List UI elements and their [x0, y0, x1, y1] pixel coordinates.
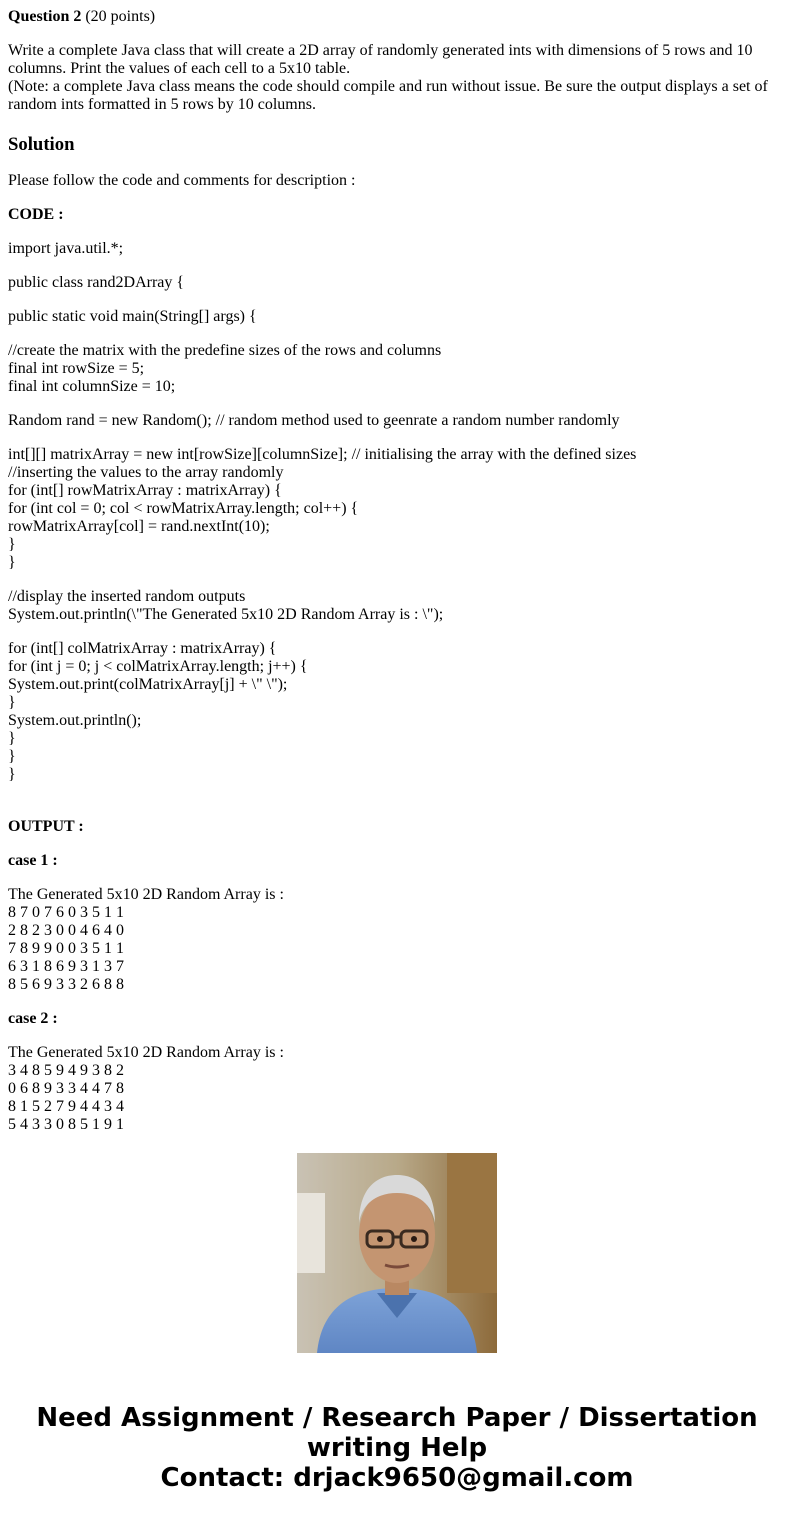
code-line: for (int j = 0; j < colMatrixArray.length; j++) {: [8, 658, 308, 675]
question-body-line2: (Note: a complete Java class means the code should compile and run without issue. Be sure the output displays a set of random ints formatted in 5 rows by 10 columns.: [8, 78, 768, 113]
code-listing: [8, 240, 786, 784]
code-block: [8, 640, 786, 784]
code-line: }: [8, 554, 16, 571]
code-line: public static void main(String[] args) {: [8, 308, 257, 325]
code-block: [8, 342, 786, 396]
code-line: for (int[] rowMatrixArray : matrixArray) {: [8, 482, 282, 499]
case-label: case 2 :: [8, 1010, 58, 1027]
output-line: 8 5 6 9 3 3 2 6 8 8: [8, 976, 124, 993]
code-line: Random rand = new Random(); // random method used to geenrate a random number randomly: [8, 412, 620, 429]
output-line: The Generated 5x10 2D Random Array is :: [8, 1044, 284, 1061]
question-body-line1: Write a complete Java class that will create a 2D array of randomly generated ints with dimensions of 5 rows and 10 columns. Print the values of each cell to a 5x10 table.: [8, 42, 753, 77]
output-line: 8 7 0 7 6 0 3 5 1 1: [8, 904, 124, 921]
code-line: //create the matrix with the predefine sizes of the rows and columns: [8, 342, 442, 359]
document-body: [8, 8, 786, 1133]
code-line: }: [8, 766, 16, 783]
author-avatar: [297, 1153, 497, 1353]
promo-contact: Contact: drjack9650@gmail.com: [160, 1463, 634, 1493]
code-line: System.out.println();: [8, 712, 142, 729]
code-line: public class rand2DArray {: [8, 274, 185, 291]
question-body: [8, 42, 786, 114]
code-line: }: [8, 730, 16, 747]
code-line: rowMatrixArray[col] = rand.nextInt(10);: [8, 518, 270, 535]
question-points: (20 points): [85, 8, 156, 25]
code-line: }: [8, 694, 16, 711]
question-title: Question 2: [8, 8, 82, 25]
solution-heading: Solution: [8, 134, 75, 155]
question-header: [8, 8, 786, 26]
code-block: [8, 446, 786, 572]
case-label: case 1 :: [8, 852, 58, 869]
code-line: for (int col = 0; col < rowMatrixArray.length; col++) {: [8, 500, 359, 517]
promo-line1: Need Assignment / Research Paper / Dissertation: [36, 1403, 758, 1433]
output-line: 3 4 8 5 9 4 9 3 8 2: [8, 1062, 124, 1079]
code-line: //display the inserted random outputs: [8, 588, 246, 605]
code-line: System.out.println(\"The Generated 5x10 2D Random Array is : \");: [8, 606, 444, 623]
case-output: [8, 886, 786, 994]
code-line: System.out.print(colMatrixArray[j] + \" \");: [8, 676, 288, 693]
code-label-row: [8, 206, 786, 224]
output-line: 8 1 5 2 7 9 4 4 3 4: [8, 1098, 124, 1115]
code-block: [8, 412, 786, 430]
code-line: final int columnSize = 10;: [8, 378, 176, 395]
case-label-row: [8, 852, 786, 870]
solution-intro: Please follow the code and comments for description :: [8, 172, 356, 189]
case-output: [8, 1044, 786, 1134]
author-photo: [297, 1153, 497, 1353]
output-cases: [8, 852, 786, 1134]
code-label: CODE :: [8, 206, 64, 223]
output-line: 0 6 8 9 3 3 4 4 7 8: [8, 1080, 124, 1097]
code-block: [8, 308, 786, 326]
code-line: final int rowSize = 5;: [8, 360, 145, 377]
code-block: [8, 588, 786, 624]
code-line: }: [8, 748, 16, 765]
case-label-row: [8, 1010, 786, 1028]
output-label-row: [8, 818, 786, 836]
output-line: 7 8 9 9 0 0 3 5 1 1: [8, 940, 124, 957]
output-line: 2 8 2 3 0 0 4 6 4 0: [8, 922, 124, 939]
promo-line2: writing Help: [306, 1433, 488, 1463]
code-line: }: [8, 536, 16, 553]
code-block: [8, 240, 786, 258]
output-label: OUTPUT :: [8, 818, 84, 835]
code-line: import java.util.*;: [8, 240, 124, 257]
output-line: 5 4 3 3 0 8 5 1 9 1: [8, 1116, 124, 1133]
code-line: for (int[] colMatrixArray : matrixArray) {: [8, 640, 277, 657]
output-line: 6 3 1 8 6 9 3 1 3 7: [8, 958, 124, 975]
promo-footer: [0, 1403, 794, 1493]
code-line: //inserting the values to the array randomly: [8, 464, 284, 481]
code-line: int[][] matrixArray = new int[rowSize][columnSize]; // initialising the array with the defined sizes: [8, 446, 637, 463]
output-line: The Generated 5x10 2D Random Array is :: [8, 886, 284, 903]
code-block: [8, 274, 786, 292]
